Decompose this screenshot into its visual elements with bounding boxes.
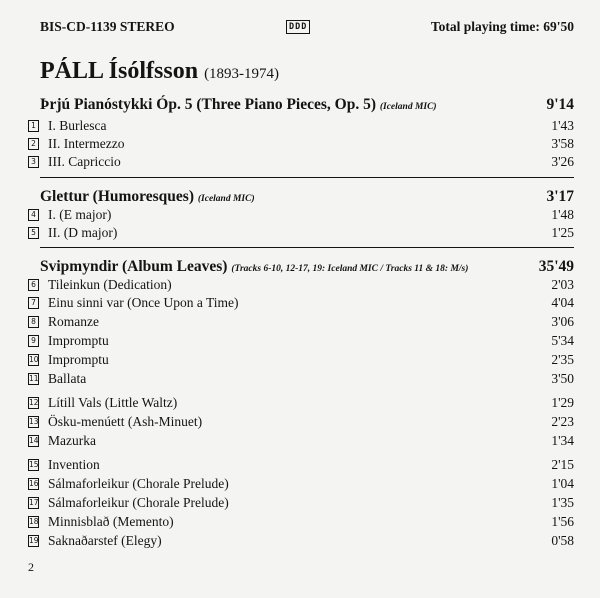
track-duration: 5'34 [551, 333, 574, 348]
track-title: Ösku-menúett (Ash-Minuet) [48, 414, 203, 429]
work-note: (Iceland MIC) [379, 102, 437, 112]
page-number: 2 [28, 560, 34, 574]
track-row [28, 370, 574, 388]
work-note: (Tracks 6-10, 12-17, 19: Iceland MIC / Tracks 11 & 18: M/s) [231, 264, 469, 274]
track-number-box: 8 [28, 316, 39, 328]
track-duration: 2'23 [551, 414, 574, 429]
track-duration: 2'35 [551, 352, 574, 367]
track-row [28, 513, 574, 531]
track-row [28, 135, 574, 153]
track-title: III. Capriccio [48, 154, 121, 169]
track-title: II. (D major) [48, 225, 118, 240]
catalog-number: BIS-CD-1139 STEREO [40, 19, 175, 34]
work-duration: 3'17 [546, 188, 574, 205]
track-row [28, 332, 574, 350]
track-number-box: 3 [28, 156, 39, 168]
track-duration: 1'25 [551, 225, 574, 240]
track-duration: 1'29 [551, 395, 574, 410]
track-duration: 1'48 [551, 207, 574, 222]
work-note: (Iceland MIC) [197, 194, 255, 204]
track-row [28, 117, 574, 135]
ddd-badge: DDD [286, 20, 310, 34]
track-title: Minnisblað (Memento) [48, 514, 174, 529]
track-number-box: 13 [29, 417, 39, 426]
work-duration: 35'49 [538, 258, 574, 275]
track-duration: 0'58 [551, 533, 574, 548]
track-title: Tileinkun (Dedication) [48, 277, 172, 292]
track-duration: 4'04 [551, 295, 574, 310]
track-number-box: 19 [29, 536, 39, 545]
track-row [28, 475, 574, 493]
work-title: Glettur (Humoresques) [40, 188, 194, 205]
track-number-box: 6 [28, 279, 39, 291]
track-number-box: 16 [29, 479, 39, 488]
track-row [28, 206, 574, 224]
track-number-box: 17 [29, 498, 39, 507]
total-playing-time: Total playing time: 69'50 [430, 19, 574, 34]
track-title: I. Burlesca [48, 118, 107, 133]
track-title: Sálmaforleikur (Chorale Prelude) [48, 476, 229, 491]
track-title: Invention [48, 457, 100, 472]
track-duration: 1'35 [551, 495, 574, 510]
composer-heading [40, 58, 279, 85]
track-title: Ballata [48, 371, 87, 386]
track-row [28, 276, 574, 294]
track-row [28, 224, 574, 242]
track-row [28, 153, 574, 171]
track-number-box: 7 [28, 297, 39, 309]
track-row [28, 413, 574, 431]
track-title: Saknaðarstef (Elegy) [48, 533, 162, 548]
track-title: Mazurka [48, 433, 96, 448]
track-duration: 1'56 [551, 514, 574, 529]
track-duration: 3'06 [551, 314, 574, 329]
track-row [28, 313, 574, 331]
track-row [28, 432, 574, 450]
track-duration: 1'04 [551, 476, 574, 491]
track-row [28, 494, 574, 512]
track-number-box: 2 [28, 138, 39, 150]
composer-name: PÁLL Ísólfsson [40, 58, 199, 84]
track-row [28, 532, 574, 550]
section-divider [40, 177, 574, 178]
track-duration: 3'58 [551, 136, 574, 151]
track-duration: 2'03 [551, 277, 574, 292]
track-title: Impromptu [48, 352, 109, 367]
track-title: I. (E major) [48, 207, 112, 222]
track-number-box: 1 [28, 120, 39, 132]
track-duration: 1'34 [551, 433, 574, 448]
track-number-box: 11 [29, 374, 39, 383]
track-title: II. Intermezzo [48, 136, 125, 151]
work-title: Þrjú Pianóstykki Óp. 5 (Three Piano Pieces, Op. 5) [40, 96, 376, 113]
track-row [28, 394, 574, 412]
track-row [28, 294, 574, 312]
track-duration: 3'50 [551, 371, 574, 386]
track-duration: 2'15 [551, 457, 574, 472]
track-number-box: 12 [29, 398, 39, 407]
track-number-box: 10 [29, 355, 39, 364]
track-row [28, 351, 574, 369]
section-divider [40, 247, 574, 248]
booklet-header [40, 19, 574, 39]
track-number-box: 18 [29, 517, 39, 526]
work-duration: 9'14 [546, 96, 574, 113]
work-heading [40, 94, 574, 114]
track-duration: 1'43 [551, 118, 574, 133]
track-title: Romanze [48, 314, 99, 329]
track-title: Sálmaforleikur (Chorale Prelude) [48, 495, 229, 510]
track-title: Impromptu [48, 333, 109, 348]
track-number-box: 14 [29, 436, 39, 445]
work-title: Svipmyndir (Album Leaves) [40, 258, 228, 275]
track-number-box: 9 [28, 335, 39, 347]
work-heading [40, 186, 574, 206]
track-duration: 3'26 [551, 154, 574, 169]
work-heading [40, 256, 574, 276]
track-number-box: 5 [28, 227, 39, 239]
track-title: Lítill Vals (Little Waltz) [48, 395, 178, 410]
composer-dates: (1893-1974) [204, 66, 280, 82]
track-number-box: 15 [29, 460, 39, 469]
track-row [28, 456, 574, 474]
track-number-box: 4 [28, 209, 39, 221]
track-title: Einu sinni var (Once Upon a Time) [48, 295, 239, 310]
